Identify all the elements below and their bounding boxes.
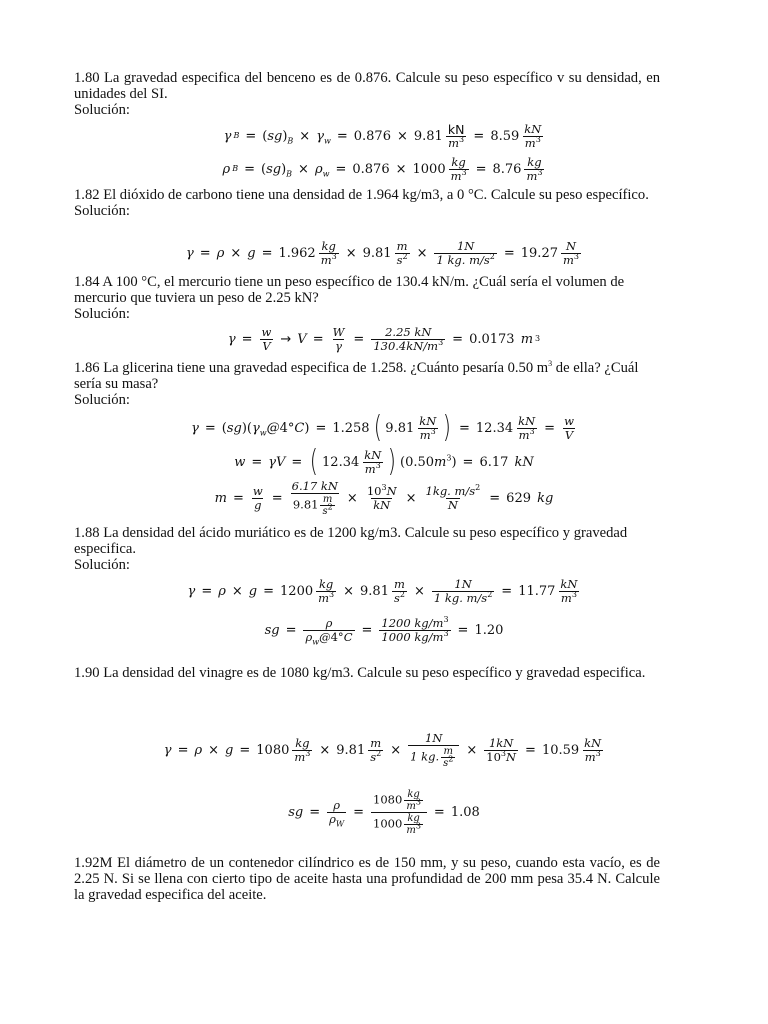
problem-1-86-text: 1.86 La glicerina tiene una gravedad especifica de 1.258. ¿Cuánto pesaría 0.50 $m^3$ de ella? ¿Cuál sería su masa?: [74, 359, 639, 392]
problem-1-92M-text: 1.92M El diámetro de un contenedor cilíndrico es de 150 mm, y su peso, cuando esta vacío, es de 2.25 N. Si se llena con cierto tipo de aceite hasta una profundidad de 200 mm pesa 35.4 N. Calcule la gravedad especifica del aceite.: [74, 855, 660, 903]
problem-1-86: [74, 360, 660, 408]
problem-1-88: [74, 525, 660, 573]
equation-specific-gravity-muriatic: sg = $\frac{\rho}{\rho_w@4^\circ C}$ = $\frac{1200 kg/m^3}{1000 kg/m^3}$ = 1.20: [264, 614, 504, 646]
solution-label: Solución:: [74, 203, 130, 219]
solution-label: Solución:: [74, 557, 130, 573]
problem-1-82: [74, 187, 660, 219]
equation-weight-glycerin: w = γV = ( 12.34 $\frac{kN}{m^3}$ ) $(0.50m^3)$ = 6.17 kN: [234, 444, 534, 479]
equation-density-benzene: ρ B = $(sg)_B$ × $\rho_w$ = 0.876 × 1000 $\frac{kg}{m^3}$ = 8.76 $\frac{kg}{m^3}$: [222, 154, 543, 183]
solution-label: Solución:: [74, 306, 130, 322]
equation-specific-weight-muriatic: γ = ρ × g = 1200 $\frac{kg}{m^3}$ × 9.81 $\frac{m}{s^2}$ × $\frac{1N}{1 kg. m/s^2}$ = 11.77 $\frac{kN}{m^3}$: [187, 576, 578, 605]
problem-1-80-text: 1.80 La gravedad especifica del benceno es de 0.876. Calcule su peso específico v su densidad, en unidades del SI.: [74, 70, 660, 102]
problem-1-84: [74, 274, 660, 322]
solution-label: Solución:: [74, 102, 130, 118]
problem-1-80: [74, 70, 660, 118]
problem-1-90: [74, 665, 660, 681]
equation-specific-weight-benzene: γ B = $(sg)_B$ × $\gamma_w$ = 0.876 × 9.81 $\frac{kN}{m^3}$ = 8.59 $\frac{kN}{m^3}$: [223, 121, 542, 150]
equation-specific-weight-co2: γ = ρ × g = 1.962 $\frac{kg}{m^3}$ × 9.81 $\frac{m}{s^2}$ × $\frac{1N}{1 kg. m/s^2}$ = 19.27 $\frac{N}{m^3}$: [186, 238, 579, 267]
equation-specific-weight-vinegar: γ = ρ × g = 1080 $\frac{kg}{m^3}$ × 9.81 $\frac{m}{s^2}$ × 1N 1 kg. $\frac{m}{s^2}$ × $\frac{1kN}{10^3N}$ = 10.59 $\frac{kN}{m^3}$: [163, 730, 602, 769]
problem-1-88-text: 1.88 La densidad del ácido muriático es de 1200 kg/m3. Calcule su peso específico y gravedad especifica.: [74, 525, 628, 557]
equation-specific-weight-glycerin: γ = $(sg)(\gamma_w@4^\circ C)$ = 1.258 ( 9.81 $\frac{kN}{m^3}$ ) = 12.34 $\frac{kN}{m^3}$ = $\frac{w}{V}$: [191, 410, 574, 445]
problem-1-82-text: 1.82 El dióxido de carbono tiene una densidad de 1.964 kg/m3, a 0 °C. Calcule su peso específico.: [74, 187, 649, 203]
problem-1-84-text: 1.84 A 100 °C, el mercurio tiene un peso específico de 130.4 kN/m. ¿Cuál sería el volumen de mercurio que tuviera un peso de 2.25 kN?: [74, 274, 625, 306]
solution-label: Solución:: [74, 392, 130, 408]
problem-1-92M: [74, 855, 660, 903]
equation-specific-gravity-vinegar: sg = $\frac{\rho}{\rho_W}$ = 1080 $\frac{kg}{m^3}$ 1000 $\frac{kg}{m^3}$ = 1.08: [288, 788, 480, 836]
equation-mass-glycerin: m = $\frac{w}{g}$ = 6.17 kN 9.81 $\frac{m}{s^2}$ × $\frac{10^3N}{kN}$ × $\frac{1kg. m/s^2}{N}$ = 629 kg: [214, 478, 554, 517]
equation-volume-mercury: γ = $\frac{w}{V}$ → V = $\frac{W}{\gamma}$ = $\frac{2.25 kN}{130.4kN/m^3}$ = 0.0173 m 3: [227, 324, 541, 353]
problem-1-90-text: 1.90 La densidad del vinagre es de 1080 kg/m3. Calcule su peso específico y gravedad especifica.: [74, 665, 646, 681]
